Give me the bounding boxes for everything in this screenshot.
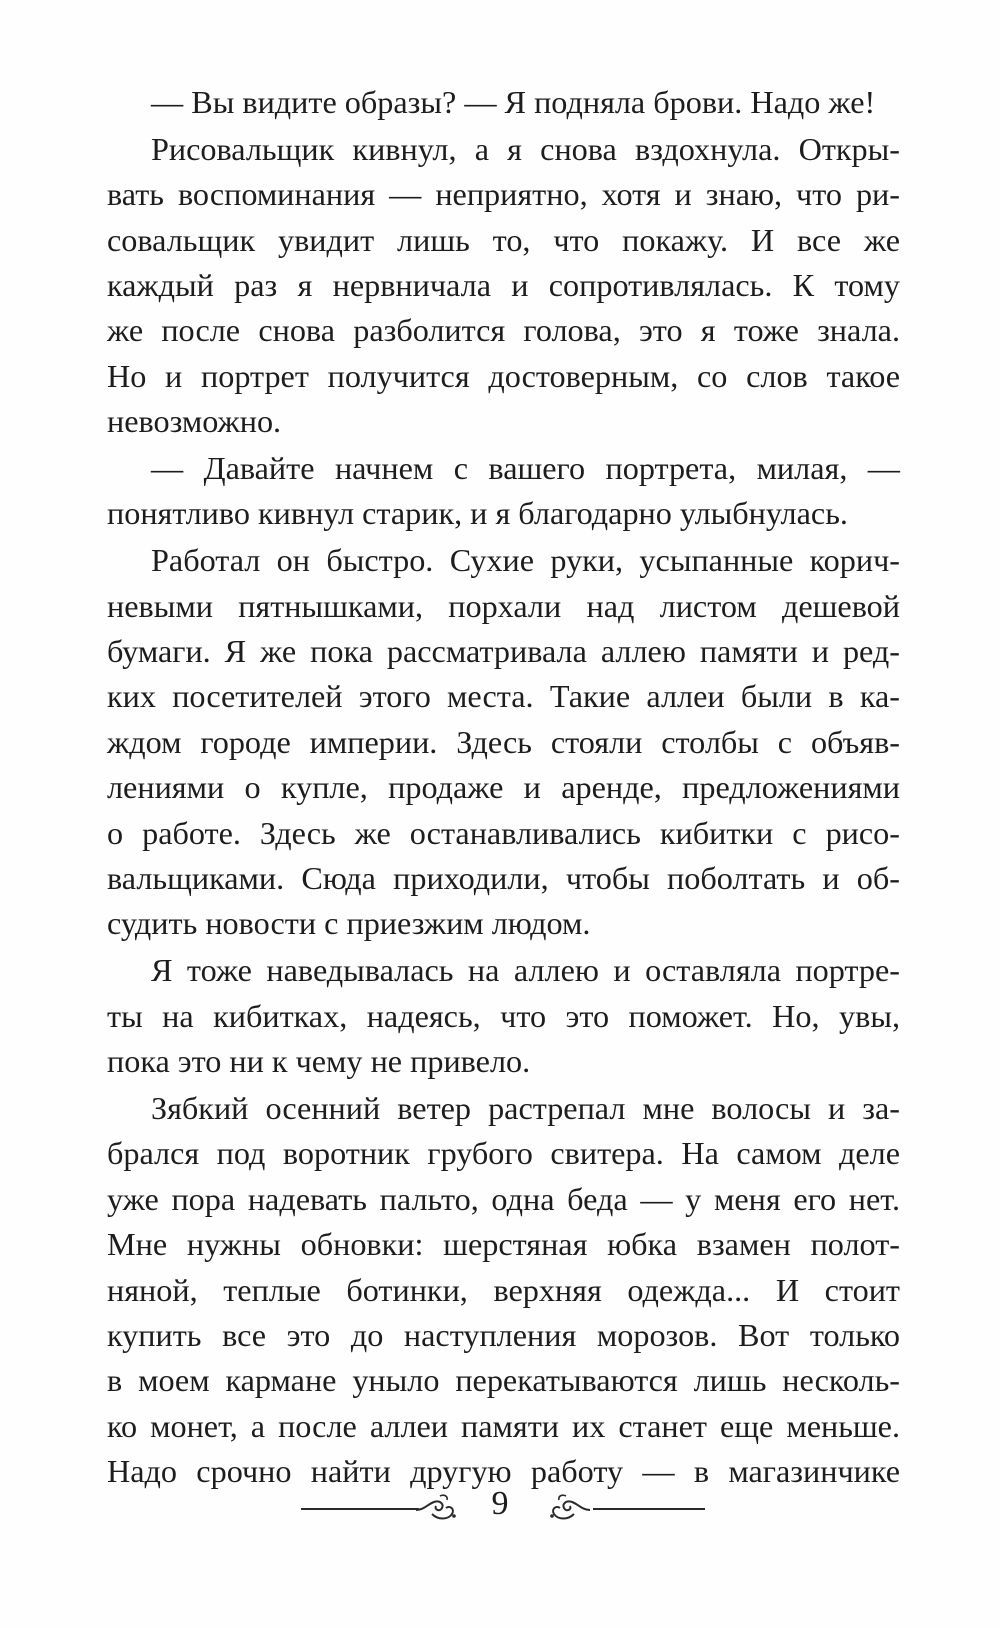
text-line: каждый раз я нервничала и сопротивлялась. К тому: [107, 267, 900, 304]
page-number: 9: [491, 1485, 509, 1522]
page-body-text: [107, 80, 900, 1496]
text-line: уже пора надевать пальто, одна беда — у меня его нет.: [107, 1180, 900, 1217]
text-line: пока это ни к чему не привело.: [107, 1043, 531, 1080]
text-line: Надо срочно найти другую работу — в магазинчике: [107, 1453, 900, 1490]
text-line: Мне нужны обновки: шерстяная юбка взамен полот-: [107, 1226, 900, 1263]
footer-rule-left: [301, 1508, 419, 1510]
text-line: ждом городе империи. Здесь стояли столбы с объяв-: [107, 723, 900, 760]
text-line: совальщик увидит лишь то, что покажу. И все же: [107, 221, 900, 258]
text-line: Но и портрет получится достоверным, со слов такое: [107, 357, 900, 394]
footer-rule-right: [593, 1508, 705, 1510]
text-line: Зябкий осенний ветер растрепал мне волосы и за-: [151, 1089, 900, 1126]
text-line: в моем кармане уныло перекатываются лишь несколь-: [107, 1362, 900, 1399]
text-line: брался под воротник грубого свитера. На самом деле: [107, 1135, 900, 1172]
text-line: купить все это до наступления морозов. Вот только: [107, 1316, 900, 1353]
text-line: вать воспоминания — неприятно, хотя и знаю, что ри-: [107, 176, 900, 213]
page-footer: [0, 1486, 1000, 1526]
scroll-flourish-icon: [548, 1490, 592, 1524]
text-line: же после снова разболится голова, это я тоже знала.: [107, 312, 900, 349]
scroll-flourish-icon: [414, 1490, 458, 1524]
paragraph: [107, 446, 900, 537]
paragraph: [107, 1086, 900, 1495]
text-line: понятливо кивнул старик, и я благодарно улыбнулась.: [107, 495, 848, 532]
text-line: няной, теплые ботинки, верхняя одежда... И стоит: [107, 1271, 900, 1308]
text-line: судить новости с приезжим людом.: [107, 905, 591, 942]
paragraph: [107, 80, 900, 125]
text-line: ты на кибитках, надеясь, что это поможет. Но, увы,: [107, 997, 900, 1034]
paragraph: [107, 127, 900, 445]
text-line: о работе. Здесь же останавливались кибитки с рисо-: [107, 814, 900, 851]
text-line: лениями о купле, продаже и аренде, предложениями: [107, 769, 900, 806]
text-line: невыми пятнышками, порхали над листом дешевой: [107, 587, 900, 624]
paragraph: [107, 948, 900, 1084]
text-line: ких посетителей этого места. Такие аллеи были в ка-: [107, 678, 900, 715]
text-line: бумаги. Я же пока рассматривала аллею памяти и ред-: [107, 633, 900, 670]
text-line: ко монет, а после аллеи памяти их станет еще меньше.: [107, 1407, 900, 1444]
text-line: невозможно.: [107, 403, 282, 440]
text-line: Я тоже наведывалась на аллею и оставляла портре-: [151, 952, 900, 989]
text-line: Работал он быстро. Сухие руки, усыпанные корич-: [151, 542, 900, 579]
text-line: — Вы видите образы? — Я подняла брови. Надо же!: [151, 84, 876, 120]
text-line: вальщиками. Сюда приходили, чтобы поболтать и об-: [107, 860, 900, 897]
text-line: — Давайте начнем с вашего портрета, милая, —: [151, 450, 900, 487]
text-line: Рисовальщик кивнул, а я снова вздохнула. Откры-: [151, 130, 900, 167]
paragraph: [107, 538, 900, 947]
